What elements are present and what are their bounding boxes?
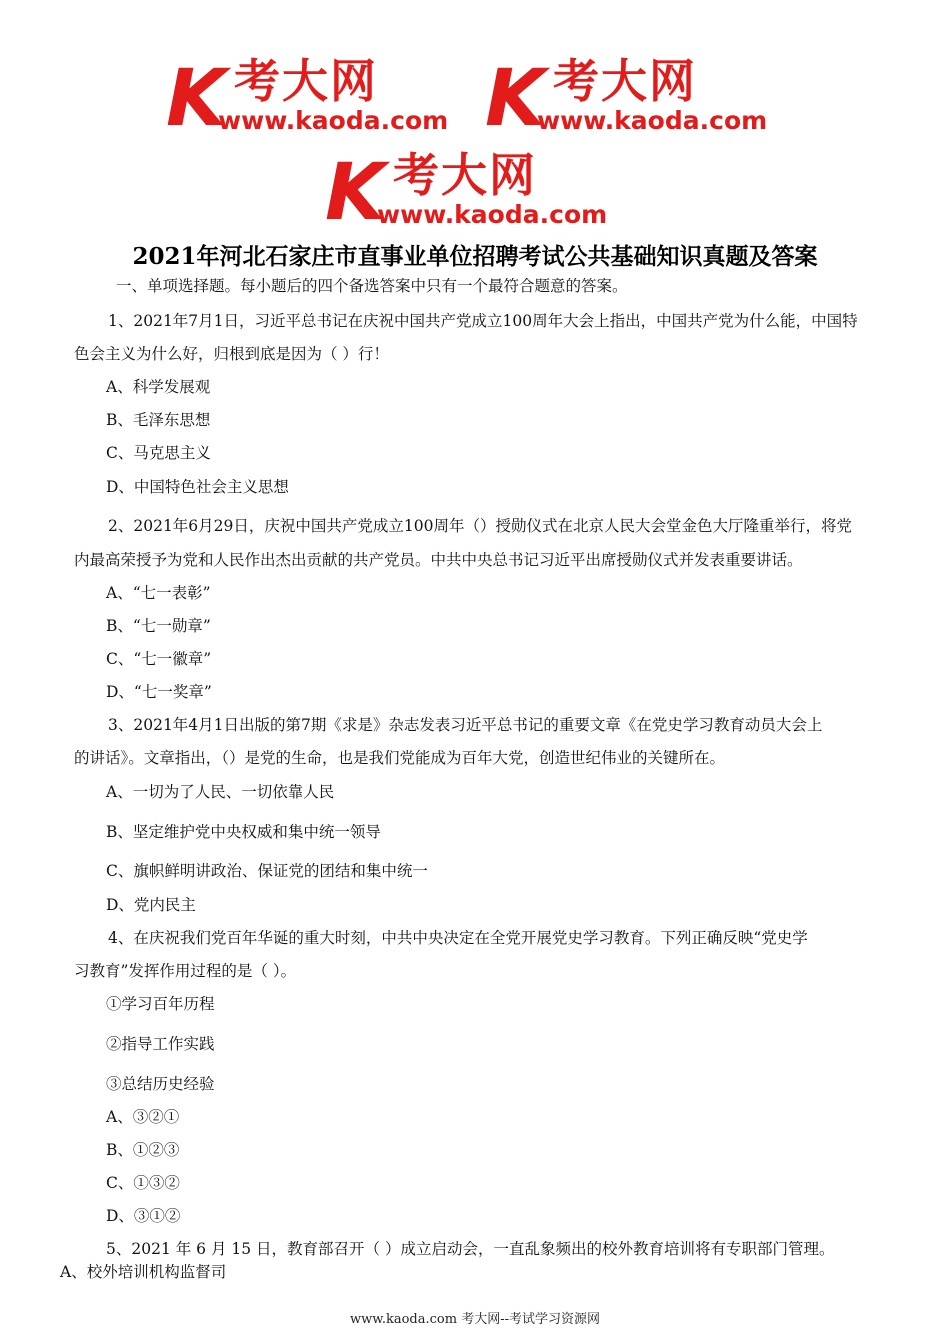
- question-4-statement-2: ②指导工作实践: [106, 1035, 215, 1053]
- question-3-line-2: 的讲话》。文章指出，（）是党的生命，也是我们党能成为百年大党，创造世纪伟业的关键所在。: [74, 749, 726, 767]
- question-2-line-1: 2、2021年6月29日，庆祝中国共产党成立100周年（）授勋仪式在北京人民大会堂金色大厅隆重举行，将党: [108, 517, 852, 535]
- logo-k-mark: K: [485, 54, 542, 144]
- logo-brand-text: 考大网: [553, 54, 697, 108]
- section-instructions: 一、单项选择题。每小题后的四个备选答案中只有一个最符合题意的答案。: [116, 277, 628, 295]
- logo-brand-text: 考大网: [234, 54, 378, 108]
- kaoda-logo: [166, 54, 486, 144]
- question-5-option-a: A、校外培训机构监督司: [60, 1263, 227, 1281]
- question-3-option-b: B、坚定维护党中央权威和集中统一领导: [106, 823, 381, 841]
- question-1-line-2: 色会主义为什么好，归根到底是因为（ ）行！: [74, 345, 389, 363]
- question-1-option-b: B、毛泽东思想: [106, 411, 211, 429]
- page-footer: www.kaoda.com 考大网--考试学习资源网: [350, 1312, 600, 1327]
- logo-url-text: www.kaoda.com: [218, 106, 449, 135]
- question-2-option-a: A、“七一表彰”: [106, 584, 211, 602]
- question-4-option-b: B、①②③: [106, 1141, 180, 1159]
- logo-brand-text: 考大网: [393, 148, 537, 202]
- logo-url-text: www.kaoda.com: [537, 106, 768, 135]
- question-3-option-d: D、党内民主: [106, 896, 196, 914]
- question-2-line-2: 内最高荣授予为党和人民作出杰出贡献的共产党员。中共中央总书记习近平出席授勋仪式并发表重要讲话。: [74, 551, 803, 569]
- question-4-option-a: A、③②①: [106, 1108, 180, 1126]
- question-3-line-1: 3、2021年4月1日出版的第7期《求是》杂志发表习近平总书记的重要文章《在党史学习教育动员大会上: [108, 716, 823, 734]
- question-2-option-c: C、“七一徽章”: [106, 650, 212, 668]
- question-3-option-a: A、一切为了人民、一切依靠人民: [106, 783, 335, 801]
- question-1-line-1: 1、2021年7月1日，习近平总书记在庆祝中国共产党成立100周年大会上指出，中国共产党为什么能，中国特: [108, 312, 858, 330]
- question-5-line-1: 5、2021 年 6 月 15 日，教育部召开（ ）成立启动会，一直乱象频出的校外教育培训将有专职部门管理。: [106, 1240, 835, 1258]
- question-1-option-a: A、科学发展观: [106, 378, 211, 396]
- question-4-statement-3: ③总结历史经验: [106, 1075, 215, 1093]
- kaoda-logo: [485, 54, 805, 144]
- kaoda-logo: [325, 148, 645, 238]
- question-3-option-c: C、旗帜鲜明讲政治、保证党的团结和集中统一: [106, 862, 428, 880]
- question-1-option-d: D、中国特色社会主义思想: [106, 478, 289, 496]
- logo-k-mark: K: [166, 54, 223, 144]
- question-4-statement-1: ①学习百年历程: [106, 995, 215, 1013]
- question-2-option-b: B、“七一勋章”: [106, 617, 211, 635]
- question-4-line-2: 习教育”发挥作用过程的是（ ）。: [74, 962, 297, 980]
- question-1-option-c: C、马克思主义: [106, 444, 211, 462]
- logo-url-text: www.kaoda.com: [377, 200, 608, 229]
- question-4-line-1: 4、在庆祝我们党百年华诞的重大时刻，中共中央决定在全党开展党史学习教育。下列正确反映“党史学: [108, 929, 808, 947]
- document-title: 2021年河北石家庄市直事业单位招聘考试公共基础知识真题及答案: [132, 243, 818, 270]
- question-2-option-d: D、“七一奖章”: [106, 683, 212, 701]
- question-4-option-c: C、①③②: [106, 1174, 180, 1192]
- logo-k-mark: K: [325, 148, 382, 238]
- question-4-option-d: D、③①②: [106, 1207, 181, 1225]
